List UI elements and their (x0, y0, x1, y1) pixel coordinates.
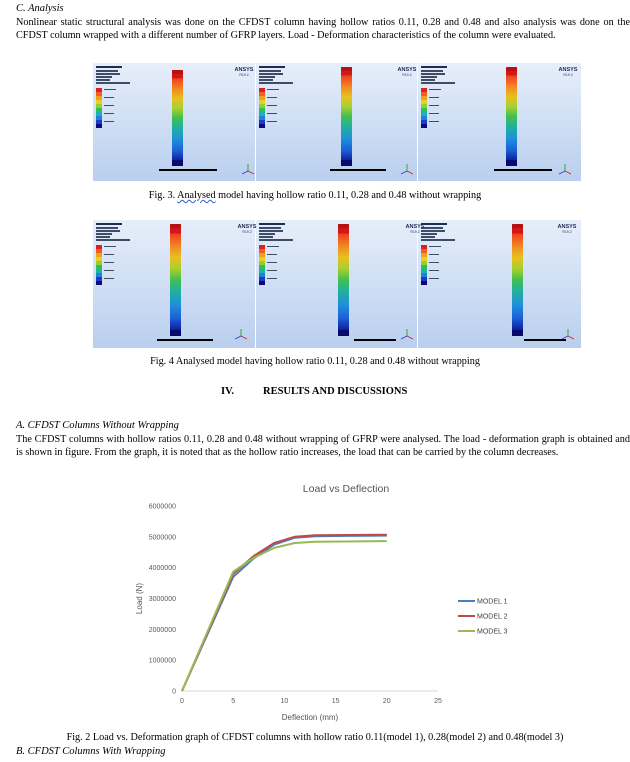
chart-title: Load vs Deflection (302, 483, 390, 495)
section-number: IV. (221, 386, 234, 397)
fig3-model-1 (93, 63, 255, 181)
section-title: RESULTS AND DISCUSSIONS (263, 386, 408, 397)
fig3-model-2 (255, 63, 418, 181)
axis-triad-icon (241, 163, 255, 177)
series-line-model-3 (182, 541, 387, 691)
y-tick-label: 3000000 (148, 596, 176, 603)
fig3-software-logo: ANSYS R19.2 (397, 67, 417, 77)
y-tick-label: 0 (172, 688, 176, 696)
fig4-model-3 (405, 220, 581, 348)
axis-triad-icon (400, 328, 414, 342)
series-line-model-1 (182, 536, 387, 691)
axis-triad-icon (558, 163, 572, 177)
y-tick-label: 2000000 (148, 626, 176, 634)
fig4-software-logo: ANSYS R19.2 (405, 224, 425, 234)
fig3-scale-bar (330, 169, 386, 171)
fig4-scale-bar (354, 339, 396, 341)
fig3-image (93, 63, 581, 181)
fig4-column-1 (170, 224, 181, 336)
fig4-image (93, 220, 581, 348)
fig3-column-2 (341, 67, 352, 166)
fig4-column-2 (338, 224, 349, 336)
y-axis-label: Load (N) (135, 582, 144, 615)
fig3-software-logo: ANSYS R19.2 (234, 67, 254, 77)
fig4-scale-bar (157, 339, 213, 341)
fig4-column-3 (512, 224, 523, 336)
fig3-model-3 (417, 63, 581, 181)
axis-triad-icon (234, 328, 248, 342)
subsection-b-heading: B. CFDST Columns With Wrapping (16, 746, 166, 757)
fig3-software-logo: ANSYS R19.2 (558, 67, 578, 77)
chart-legend (458, 599, 508, 636)
legend-label-model-3: MODEL 3 (477, 628, 508, 636)
chart-series (182, 535, 387, 691)
fig4-model-2 (237, 220, 418, 348)
analysis-paragraph: Nonlinear static structural analysis was done on the CFDST column having hollow ratios 0.11, 0.28 and 0.48 and also analysis was done on the CFDST column wrapped with a different number of GFRP layers. Load - Deformation characteristics of the column were evaluated. (16, 17, 630, 42)
fig3-column-3 (506, 67, 517, 166)
fig2-caption: Fig. 2 Load vs. Deformation graph of CFDST columns with hollow ratio 0.11(model 1), 0.28(model 2) and 0.48(model 3) (66, 732, 564, 743)
fig4-model-1 (93, 220, 255, 348)
fig3-caption: Fig. 3. Analysed model having hollow ratio 0.11, 0.28 and 0.48 without wrapping (148, 190, 482, 201)
subsection-a-heading: A. CFDST Columns Without Wrapping (16, 420, 179, 431)
series-line-model-2 (182, 535, 387, 691)
fig3-scale-bar (494, 169, 552, 171)
fig3-scale-bar (159, 169, 217, 171)
x-tick-label: 25 (434, 698, 442, 705)
y-tick-label: 6000000 (148, 503, 176, 511)
fig4-software-logo: ANSYS R19.2 (237, 224, 257, 234)
load-deflection-chart (130, 478, 550, 730)
y-tick-label: 4000000 (148, 565, 176, 573)
x-tick-label: 0 (180, 698, 184, 705)
axis-triad-icon (400, 163, 414, 177)
x-tick-label: 20 (382, 698, 391, 705)
fig3-caption-marked-word: Analysed (177, 190, 216, 201)
legend-label-model-2: MODEL 2 (477, 613, 508, 621)
y-axis-ticks (149, 504, 176, 696)
x-tick-label: 15 (331, 698, 340, 705)
x-tick-label: 10 (280, 698, 289, 705)
analysis-heading: C. Analysis (16, 3, 64, 14)
x-tick-label: 5 (231, 698, 236, 705)
x-axis-label: Deflection (mm) (281, 713, 339, 722)
fig4-software-logo: ANSYS R19.2 (557, 224, 577, 234)
legend-label-model-1: MODEL 1 (477, 598, 508, 606)
x-axis-ticks (180, 698, 442, 705)
fig4-scale-bar (524, 339, 566, 341)
y-tick-label: 5000000 (148, 534, 176, 542)
subsection-a-paragraph: The CFDST columns with hollow ratios 0.11, 0.28 and 0.48 without wrapping of GFRP were analysed. The load - deformation graph is obtained and is shown in figure. From the graph, it is noted that as the hollow ratio increases, the load that can be carried by the column decreases. (16, 434, 630, 459)
y-tick-label: 1000000 (148, 657, 176, 665)
fig3-column-1 (172, 70, 183, 166)
axis-triad-icon (561, 328, 575, 342)
fig4-caption: Fig. 4 Analysed model having hollow ratio 0.11, 0.28 and 0.48 without wrapping (150, 356, 480, 367)
